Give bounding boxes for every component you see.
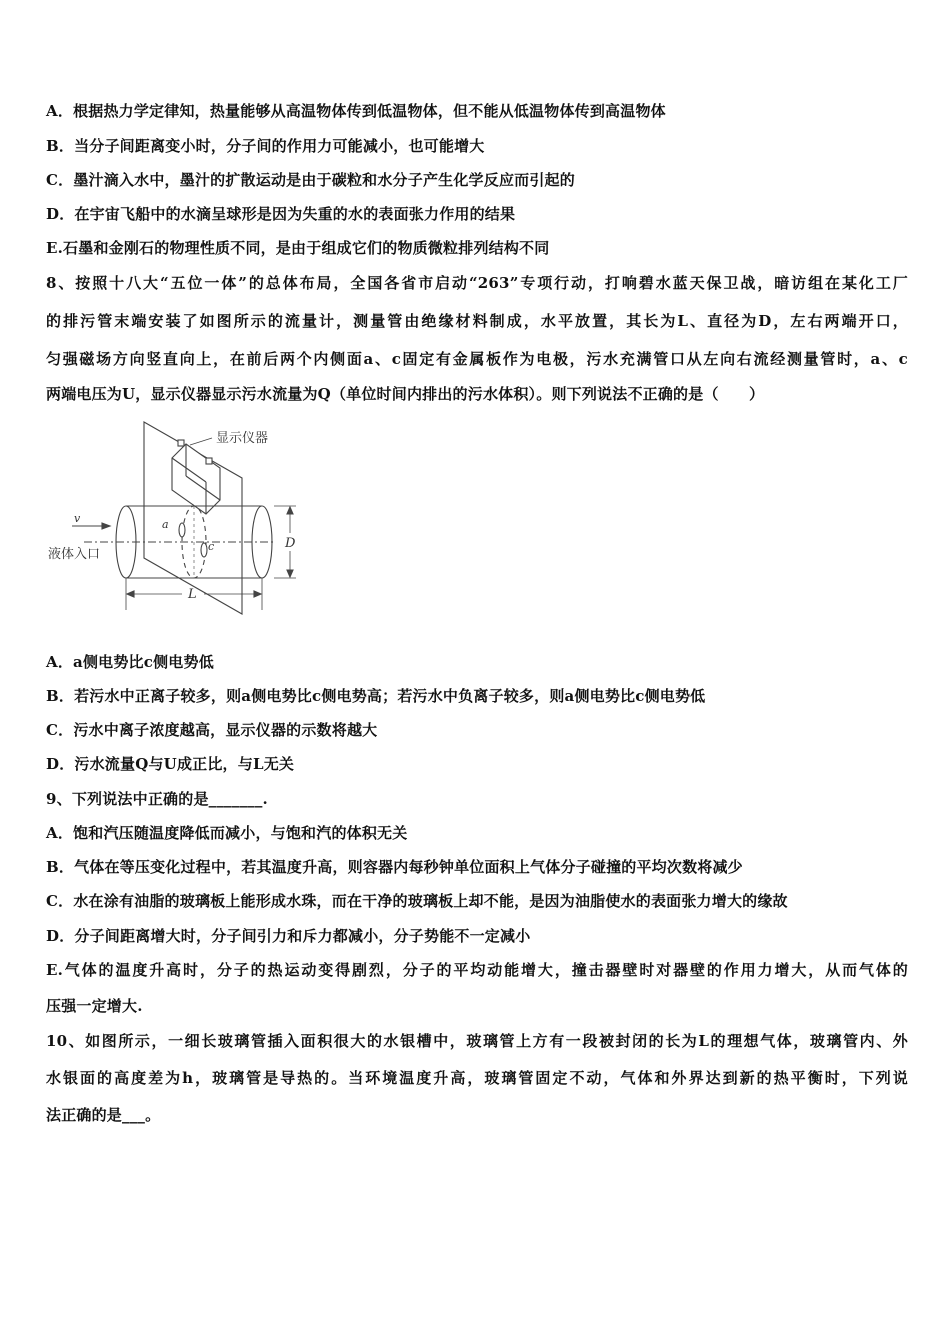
inlet-label: 液体入口 bbox=[48, 547, 101, 562]
q9-option-a: A．饱和汽压随温度降低而减小，与饱和汽的体积无关 bbox=[46, 824, 408, 842]
q9-stem: 9、下列说法中正确的是_______. bbox=[46, 790, 268, 808]
q8-option-a: A．a侧电势比c侧电势低 bbox=[46, 653, 214, 671]
electrode-a-label: a bbox=[162, 518, 169, 531]
q9-option-d: D．分子间距离增大时，分子间引力和斥力都减小，分子势能不一定减小 bbox=[46, 927, 531, 945]
q8-stem-line-1: 8、按照十八大“五位一体”的总体布局，全国各省市启动“263”专项行动，打响碧水蓝天保卫战，暗访组在某化工厂 bbox=[46, 274, 908, 292]
q9-option-b: B．气体在等压变化过程中，若其温度升高，则容器内每秒钟单位面积上气体分子碰撞的平均次数将减少 bbox=[46, 858, 743, 876]
display-instrument-icon bbox=[172, 444, 220, 514]
velocity-label: v bbox=[74, 512, 81, 525]
q9-option-e-line-1: E.气体的温度升高时，分子的热运动变得剧烈，分子的平均动能增大，撞击器壁时对器壁的作用力增大，从而气体的 bbox=[46, 961, 908, 979]
q7-option-e: E.石墨和金刚石的物理性质不同，是由于组成它们的物质微粒排列结构不同 bbox=[46, 239, 550, 257]
q10-stem-line-2: 水银面的高度差为h，玻璃管是导热的。当环境温度升高，玻璃管固定不动，气体和外界达到新的热平衡时，下列说 bbox=[46, 1069, 908, 1087]
q8-option-b: B．若污水中正离子较多，则a侧电势比c侧电势高；若污水中负离子较多，则a侧电势比c侧电势低 bbox=[46, 687, 706, 705]
q8-option-c: C．污水中离子浓度越高，显示仪器的示数将越大 bbox=[46, 721, 378, 739]
q10-stem-line-3: 法正确的是___。 bbox=[46, 1106, 161, 1124]
display-label: 显示仪器 bbox=[216, 431, 269, 446]
q8-stem-line-4: 两端电压为U，显示仪器显示污水流量为Q（单位时间内排出的污水体积）。则下列说法不正确的是（ ） bbox=[46, 385, 765, 403]
q7-option-b: B．当分子间距离变小时，分子间的作用力可能减小，也可能增大 bbox=[46, 137, 485, 155]
q7-option-d: D．在宇宙飞船中的水滴呈球形是因为失重的水的表面张力作用的结果 bbox=[46, 205, 516, 223]
q8-stem-line-3: 匀强磁场方向竖直向上，在前后两个内侧面a、c固定有金属板作为电极，污水充满管口从左向右流经测量管时，a、c bbox=[46, 350, 908, 368]
flowmeter-svg bbox=[44, 418, 314, 618]
q9-option-c: C．水在涂有油脂的玻璃板上能形成水珠，而在干净的玻璃板上却不能，是因为油脂使水的表面张力增大的缘故 bbox=[46, 892, 788, 910]
q7-option-a: A．根据热力学定律知，热量能够从高温物体传到低温物体，但不能从低温物体传到高温物体 bbox=[46, 102, 666, 120]
q8-stem-line-2: 的排污管末端安装了如图所示的流量计，测量管由绝缘材料制成，水平放置，其长为L、直径为D，左右两端开口， bbox=[46, 312, 908, 330]
q8-option-d: D．污水流量Q与U成正比，与L无关 bbox=[46, 755, 295, 773]
flowmeter-diagram bbox=[44, 418, 314, 618]
q9-option-e-line-2: 压强一定增大. bbox=[46, 997, 143, 1015]
q7-option-c: C．墨汁滴入水中，墨汁的扩散运动是由于碳粒和水分子产生化学反应而引起的 bbox=[46, 171, 575, 189]
q10-stem-line-1: 10、如图所示，一细长玻璃管插入面积很大的水银槽中，玻璃管上方有一段被封闭的长为L的理想气体，玻璃管内、外 bbox=[46, 1032, 908, 1050]
length-label: L bbox=[188, 587, 197, 602]
electrode-c-label: c bbox=[208, 540, 215, 553]
diameter-label: D bbox=[285, 536, 296, 551]
